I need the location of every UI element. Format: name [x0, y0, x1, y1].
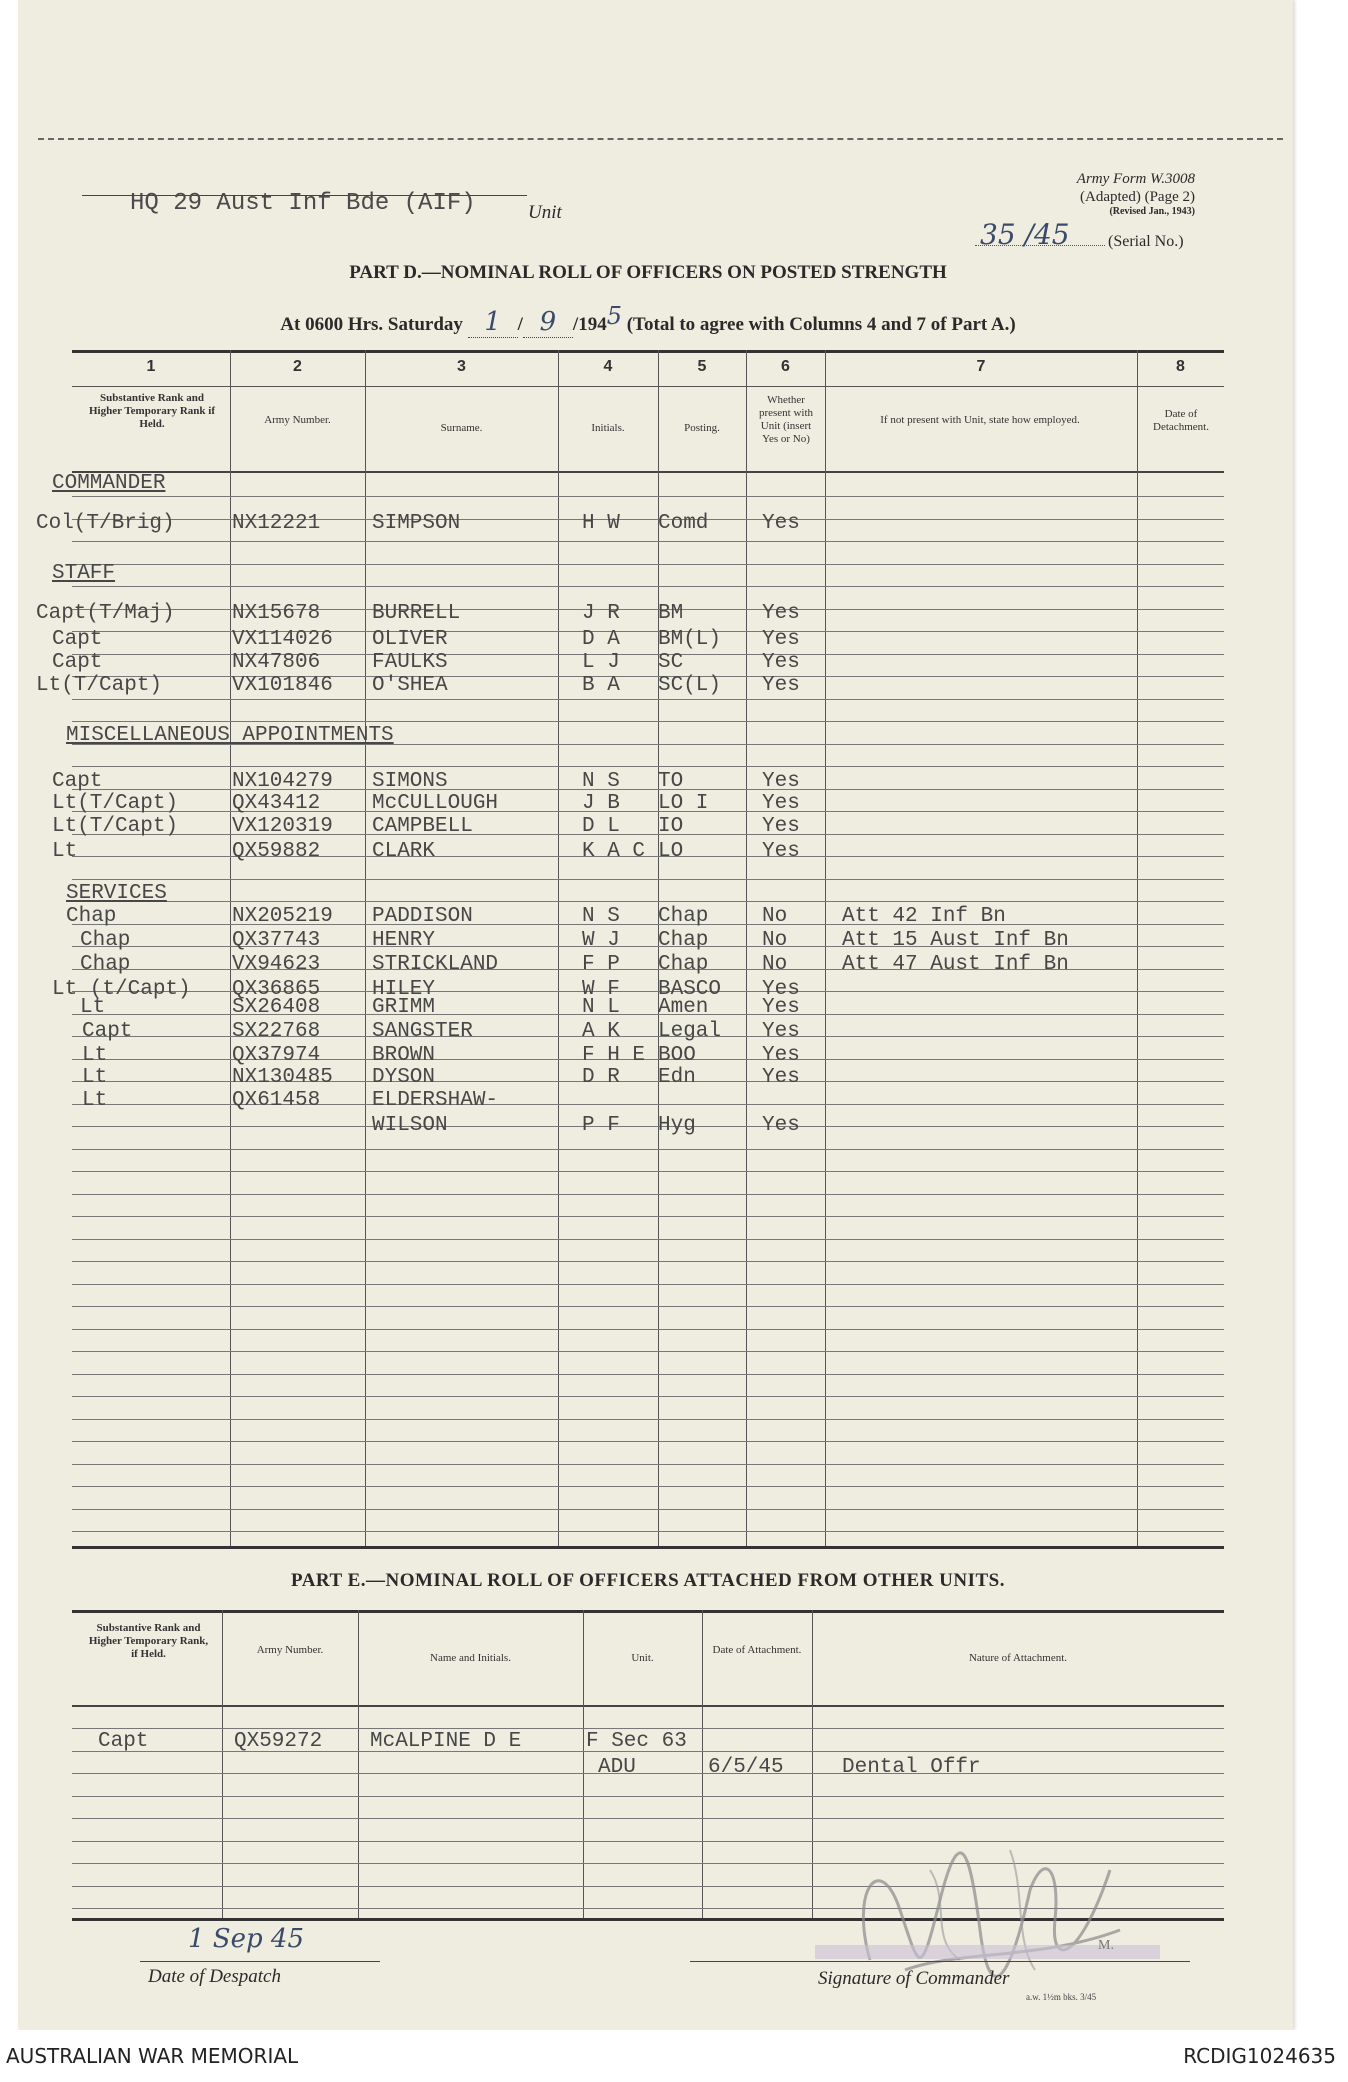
row-surname: HENRY: [372, 929, 436, 952]
ruled-line: [72, 1773, 1224, 1774]
col-number-4: 4: [603, 358, 613, 375]
row-rank: Lt: [80, 996, 106, 1019]
row-present: Yes: [762, 1044, 800, 1067]
row-surname: BROWN: [372, 1044, 436, 1067]
row-surname: BURRELL: [372, 602, 461, 625]
despatch-label: Date of Despatch: [148, 1966, 281, 1987]
section-commander: COMMANDER: [52, 472, 166, 495]
ruled-line: [72, 901, 1224, 902]
serial-line: [975, 245, 1105, 246]
part-e-top-rule: [72, 1610, 1224, 1613]
section-misc: MISCELLANEOUS APPOINTMENTS: [66, 724, 394, 747]
row-employed: Att 42 Inf Bn: [842, 905, 1006, 928]
ruled-line: [72, 1284, 1224, 1285]
e-unit-line2: ADU: [598, 1756, 636, 1779]
row-posting: BOO: [658, 1044, 696, 1067]
col-number-7: 7: [976, 358, 986, 375]
ruled-line: [72, 564, 1224, 565]
col-number-5: 5: [697, 358, 707, 375]
row-present: Yes: [762, 770, 800, 793]
col-divider-7: [1137, 350, 1138, 1546]
row-number: QX43412: [232, 792, 321, 815]
row-number: SX26408: [232, 996, 321, 1019]
row-rank: Lt: [52, 840, 78, 863]
part-e-header-rule: [72, 1705, 1224, 1707]
col-header-army-number: Army Number.: [264, 414, 331, 426]
ruled-line: [72, 1728, 1224, 1729]
ruled-line: [72, 586, 1224, 587]
part-d-title: PART D.—NOMINAL ROLL OF OFFICERS ON POSTED STRENGTH: [349, 262, 947, 283]
row-rank: Capt: [52, 651, 103, 674]
row-posting: LO: [658, 840, 684, 863]
ruled-line: [72, 1126, 1224, 1127]
ruled-line: [72, 766, 1224, 767]
row-surname: STRICKLAND: [372, 953, 499, 976]
ruled-line: [72, 1171, 1224, 1172]
row-rank: Lt (t/Capt): [52, 978, 191, 1001]
row-number: VX101846: [232, 674, 333, 697]
row-initials: F H E: [582, 1044, 646, 1067]
row-surname: HILEY: [372, 978, 436, 1001]
despatch-value: 1 Sep 45: [188, 1924, 304, 1954]
row-number: VX94623: [232, 953, 321, 976]
row-present: Yes: [762, 978, 800, 1001]
row-present: Yes: [762, 651, 800, 674]
row-rank: Lt(T/Capt): [52, 815, 179, 838]
row-present: Yes: [762, 1066, 800, 1089]
row-present: Yes: [762, 512, 800, 535]
ruled-line: [72, 1261, 1224, 1262]
row-posting: TO: [658, 770, 684, 793]
row-present: Yes: [762, 996, 800, 1019]
row-posting: IO: [658, 815, 684, 838]
ruled-line: [72, 1194, 1224, 1195]
row-number: QX36865: [232, 978, 321, 1001]
ruled-line: [72, 1441, 1224, 1442]
row-posting: SC(L): [658, 674, 722, 697]
row-rank: Capt: [82, 1020, 133, 1043]
row-initials: J R: [582, 602, 620, 625]
row-rank: Chap: [80, 929, 131, 952]
form-name: Army Form W.3008: [1076, 171, 1195, 187]
at-year-prefix: 194: [578, 314, 607, 335]
e-name: McALPINE D E: [370, 1730, 522, 1753]
header-rule: [72, 471, 1224, 473]
row-initials: H W: [582, 512, 620, 535]
signature-label: Signature of Commander: [818, 1968, 1010, 1989]
row-initials: A K: [582, 1020, 620, 1043]
row-employed: Att 47 Aust Inf Bn: [842, 953, 1069, 976]
row-surname: McCULLOUGH: [372, 792, 499, 815]
e-nature: Dental Offr: [842, 1756, 981, 1779]
row-posting: BASCO: [658, 978, 722, 1001]
ruled-line: [72, 1396, 1224, 1397]
at-suffix: (Total to agree with Columns 4 and 7 of Part A.): [626, 314, 1016, 335]
row-initials: L J: [582, 651, 620, 674]
e-unit-line1: F Sec 63: [586, 1730, 687, 1753]
row-surname: FAULKS: [372, 651, 448, 674]
row-initials: K A C: [582, 840, 646, 863]
row-initials: N S: [582, 770, 620, 793]
row-rank: Capt: [52, 628, 103, 651]
row-initials: W J: [582, 929, 620, 952]
ruled-line: [72, 1486, 1224, 1487]
row-rank: Lt: [82, 1044, 108, 1067]
col-header-detachment: Date of Detachment.: [1153, 408, 1209, 433]
row-present: Yes: [762, 792, 800, 815]
stamp-text: M.: [1098, 1938, 1114, 1953]
row-number: NX47806: [232, 651, 321, 674]
ruled-line: [72, 1531, 1224, 1532]
form-revised: (Revised Jan., 1943): [1109, 206, 1195, 217]
row-surname: CLARK: [372, 840, 436, 863]
ruled-line: [72, 879, 1224, 880]
e-header-army-number: Army Number.: [256, 1644, 324, 1656]
col-number-3: 3: [457, 358, 466, 375]
row-surname: SIMPSON: [372, 512, 461, 535]
row-surname: CAMPBELL: [372, 815, 473, 838]
row-present: Yes: [762, 815, 800, 838]
part-e-divider-1: [222, 1610, 223, 1918]
row-surname: O'SHEA: [372, 674, 448, 697]
ruled-line: [72, 1509, 1224, 1510]
row-number: QX61458: [232, 1089, 321, 1112]
col-header-rank: Substantive Rank and Higher Temporary Rank if Held.: [88, 392, 215, 430]
col-number-1: 1: [146, 358, 156, 375]
at-day: 1: [468, 307, 518, 338]
col-divider-1: [230, 350, 231, 1546]
row-posting: Legal: [658, 1020, 722, 1043]
row-surname: DYSON: [372, 1066, 436, 1089]
row-rank: Capt: [52, 770, 103, 793]
row-present: Yes: [762, 674, 800, 697]
row-posting: BM(L): [658, 628, 722, 651]
footer-right: RCDIG1024635: [1183, 2044, 1336, 2068]
ruled-line: [72, 721, 1224, 722]
row-rank: Lt: [82, 1066, 108, 1089]
row-present: Yes: [762, 602, 800, 625]
e-header-nature: Nature of Attachment.: [968, 1652, 1068, 1664]
ruled-line: [72, 496, 1224, 497]
ruled-line: [72, 541, 1224, 542]
col-number-6: 6: [781, 358, 790, 375]
row-rank: Chap: [80, 953, 131, 976]
col-header-surname: Surname.: [440, 422, 483, 434]
col-number-2: 2: [293, 358, 302, 375]
row-rank: Chap: [66, 905, 117, 928]
row-posting: Chap: [658, 929, 709, 952]
ruled-line: [72, 1374, 1224, 1375]
col-header-initials: Initials.: [591, 422, 625, 434]
row-posting: SC: [658, 651, 684, 674]
row-posting: BM: [658, 602, 684, 625]
row-rank: Lt: [82, 1089, 108, 1112]
row-surname: GRIMM: [372, 996, 436, 1019]
row-surname: SIMONS: [372, 770, 448, 793]
row-surname: SANGSTER: [372, 1020, 473, 1043]
ruled-line: [72, 1796, 1224, 1797]
row-surname: ELDERSHAW-: [372, 1089, 499, 1112]
form-id: [1020, 170, 1195, 218]
row-number: QX59882: [232, 840, 321, 863]
row-employed: Att 15 Aust Inf Bn: [842, 929, 1069, 952]
ruled-line: [72, 1329, 1224, 1330]
row-surname: OLIVER: [372, 628, 448, 651]
row-present: Yes: [762, 1020, 800, 1043]
col-divider-5: [746, 350, 747, 1546]
col-header-employed: If not present with Unit, state how employed.: [880, 414, 1080, 426]
e-header-rank: Substantive Rank and Higher Temporary Rank, if Held.: [88, 1622, 209, 1660]
row-number: VX114026: [232, 628, 333, 651]
signature-line: [690, 1961, 1190, 1962]
row-number: NX12221: [232, 512, 321, 535]
row-initials: W F: [582, 978, 620, 1001]
row-present: Yes: [762, 1114, 800, 1137]
col-divider-6: [825, 350, 826, 1546]
row-present: Yes: [762, 840, 800, 863]
row-initials: F P: [582, 953, 620, 976]
row-rank: Lt(T/Capt): [52, 792, 179, 815]
e-date: 6/5/45: [708, 1756, 784, 1779]
section-staff: STAFF: [52, 562, 116, 585]
row-initials: N L: [582, 996, 620, 1019]
e-header-unit: Unit.: [631, 1652, 654, 1664]
serial-value: 35 /45: [980, 218, 1070, 251]
row-initials: D L: [582, 815, 620, 838]
ruled-line: [72, 1239, 1224, 1240]
at-date-line: At 0600 Hrs. Saturday 1 / 9 /1945 (Total to agree with Columns 4 and 7 of Part A.): [280, 302, 1016, 337]
ruled-line: [72, 699, 1224, 700]
row-number: NX205219: [232, 905, 333, 928]
col-number-rule: [72, 386, 1224, 387]
col-number-8: 8: [1176, 358, 1185, 375]
part-e-title: PART E.—NOMINAL ROLL OF OFFICERS ATTACHED FROM OTHER UNITS.: [291, 1570, 1005, 1591]
part-d-top-rule: [72, 350, 1224, 353]
row-number: QX37974: [232, 1044, 321, 1067]
e-rank: Capt: [98, 1730, 149, 1753]
e-header-date: Date of Attachment.: [712, 1644, 802, 1656]
section-services: SERVICES: [66, 882, 167, 905]
ruled-line: [72, 1306, 1224, 1307]
row-number: VX120319: [232, 815, 333, 838]
row-rank: Lt(T/Capt): [36, 674, 163, 697]
row-posting: Comd: [658, 512, 709, 535]
row-initials: P F: [582, 1114, 620, 1137]
unit-label: Unit: [528, 202, 562, 223]
archive-footer: [0, 2030, 1348, 2082]
row-number: NX15678: [232, 602, 321, 625]
form-adapted: (Adapted) (Page 2): [1080, 189, 1195, 205]
row-initials: J B: [582, 792, 620, 815]
col-header-present: Whether present with Unit (insert Yes or No): [758, 394, 814, 445]
despatch-line: [140, 1961, 380, 1962]
at-month: 9: [523, 307, 573, 338]
ruled-line: [72, 1216, 1224, 1217]
row-present: No: [762, 929, 788, 952]
row-present: Yes: [762, 628, 800, 651]
row-posting: Chap: [658, 905, 709, 928]
at-prefix: At 0600 Hrs. Saturday: [280, 314, 463, 335]
col-divider-2: [365, 350, 366, 1546]
row-initials: N S: [582, 905, 620, 928]
row-number: NX104279: [232, 770, 333, 793]
col-header-posting: Posting.: [684, 422, 720, 434]
row-number: SX22768: [232, 1020, 321, 1043]
row-rank: Capt(T/Maj): [36, 602, 175, 625]
row-surname: PADDISON: [372, 905, 473, 928]
row-initials: B A: [582, 674, 620, 697]
e-number: QX59272: [234, 1730, 323, 1753]
row-posting: Hyg: [658, 1114, 696, 1137]
row-number: QX37743: [232, 929, 321, 952]
at-year-digit: 5: [606, 302, 622, 330]
row-initials: D A: [582, 628, 620, 651]
ruled-line: [72, 1419, 1224, 1420]
row-present: No: [762, 905, 788, 928]
row-initials: D R: [582, 1066, 620, 1089]
row-posting: LO I: [658, 792, 709, 815]
ruled-line: [72, 1464, 1224, 1465]
col-divider-3: [558, 350, 559, 1546]
ruled-line: [72, 1149, 1224, 1150]
row-rank: Col(T/Brig): [36, 512, 175, 535]
unit-value: HQ 29 Aust Inf Bde (AIF): [130, 190, 476, 217]
ruled-line: [72, 1351, 1224, 1352]
footer-left: AUSTRALIAN WAR MEMORIAL: [6, 2044, 299, 2068]
perforation-line: [38, 138, 1283, 140]
row-present: No: [762, 953, 788, 976]
row-posting: Amen: [658, 996, 709, 1019]
print-code: a.w. 1½m bks. 3/45: [1026, 1992, 1097, 2002]
row-surname: WILSON: [372, 1114, 448, 1137]
row-posting: Chap: [658, 953, 709, 976]
part-d-bottom-rule: [72, 1546, 1224, 1549]
e-header-name: Name and Initials.: [430, 1652, 511, 1664]
serial-label: (Serial No.): [1108, 233, 1184, 250]
row-number: NX130485: [232, 1066, 333, 1089]
part-e-divider-4: [702, 1610, 703, 1918]
row-posting: Edn: [658, 1066, 696, 1089]
